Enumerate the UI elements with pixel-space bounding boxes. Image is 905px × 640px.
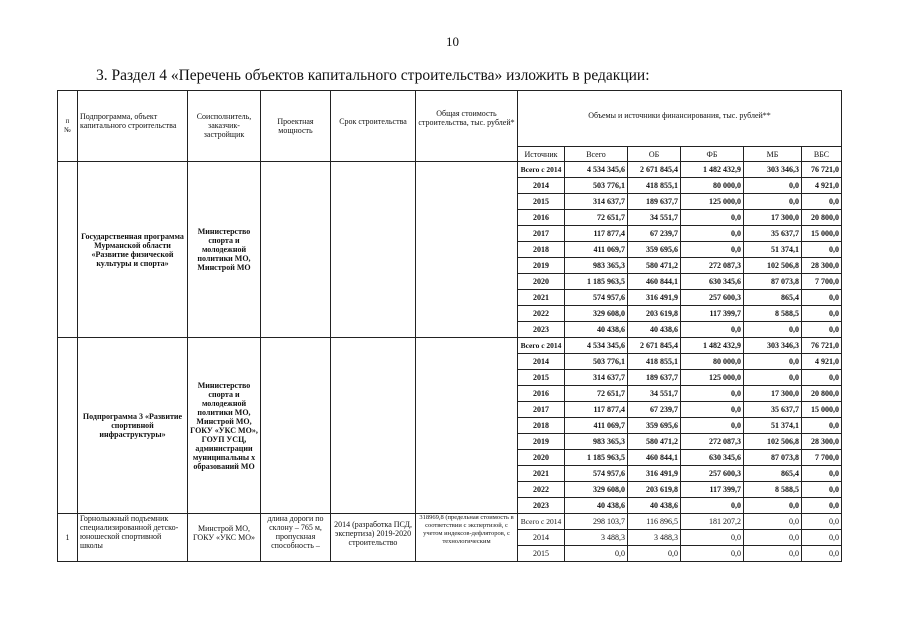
source-cell: 2021 xyxy=(518,466,565,482)
group-term-cell xyxy=(331,162,416,338)
object-name-cell: Горнолыжный подъемник специализированной детско-юношеской спортивной школы xyxy=(78,514,188,562)
value-cell: 67 239,7 xyxy=(628,226,681,242)
value-cell: 51 374,1 xyxy=(744,418,802,434)
value-cell: 272 087,3 xyxy=(681,434,744,450)
value-cell: 418 855,1 xyxy=(628,178,681,194)
value-cell: 0,0 xyxy=(802,322,842,338)
value-cell: 574 957,6 xyxy=(565,466,628,482)
value-cell: 257 600,3 xyxy=(681,290,744,306)
value-cell: 0,0 xyxy=(802,418,842,434)
value-cell: 15 000,0 xyxy=(802,226,842,242)
value-cell: 34 551,7 xyxy=(628,210,681,226)
value-cell: 0,0 xyxy=(802,482,842,498)
value-cell: 17 300,0 xyxy=(744,386,802,402)
value-cell: 72 651,7 xyxy=(565,210,628,226)
group-subprogram-cell: Подпрограмма 3 «Развитие спортивной инфраструктуры» xyxy=(78,338,188,514)
source-cell: 2016 xyxy=(518,210,565,226)
col-cost-header: Общая стоимость строительства, тыс. рублей* xyxy=(416,91,518,162)
value-cell: 7 700,0 xyxy=(802,274,842,290)
value-cell: 0,0 xyxy=(681,418,744,434)
value-cell: 0,0 xyxy=(744,194,802,210)
value-cell: 418 855,1 xyxy=(628,354,681,370)
group-cost-cell xyxy=(416,162,518,338)
value-cell: 460 844,1 xyxy=(628,274,681,290)
source-cell: 2014 xyxy=(518,354,565,370)
value-cell: 503 776,1 xyxy=(565,178,628,194)
value-cell: 117 877,4 xyxy=(565,226,628,242)
value-cell: 76 721,0 xyxy=(802,162,842,178)
source-cell: 2014 xyxy=(518,530,565,546)
object-num-cell: 1 xyxy=(58,514,78,562)
col-num-header xyxy=(58,91,78,162)
object-executor-cell: Минстрой МО, ГОКУ «УКС МО» xyxy=(188,514,261,562)
group-term-cell xyxy=(331,338,416,514)
value-cell: 865,4 xyxy=(744,290,802,306)
value-cell: 40 438,6 xyxy=(565,498,628,514)
group-subprogram-cell: Государственная программа Мурманской области «Развитие физической культуры и спорта» xyxy=(78,162,188,338)
value-cell: 0,0 xyxy=(681,322,744,338)
value-cell: 125 000,0 xyxy=(681,194,744,210)
value-cell: 630 345,6 xyxy=(681,450,744,466)
value-cell: 298 103,7 xyxy=(565,514,628,530)
value-cell: 983 365,3 xyxy=(565,434,628,450)
value-cell: 0,0 xyxy=(744,354,802,370)
source-cell: 2018 xyxy=(518,418,565,434)
value-cell: 0,0 xyxy=(681,386,744,402)
value-cell: 359 695,6 xyxy=(628,418,681,434)
value-cell: 0,0 xyxy=(802,242,842,258)
value-cell: 0,0 xyxy=(802,194,842,210)
source-cell: 2018 xyxy=(518,242,565,258)
value-cell: 4 534 345,6 xyxy=(565,162,628,178)
value-cell: 411 069,7 xyxy=(565,418,628,434)
value-cell: 0,0 xyxy=(744,178,802,194)
value-cell: 460 844,1 xyxy=(628,450,681,466)
object-cost-cell: 318969,8 (предельная стоимость в соответствии с экспертизой, с учетом индексов-дефляторов, с технологическим xyxy=(416,514,518,562)
col-executor-header: Соисполнитель, заказчик-застройщик xyxy=(188,91,261,162)
source-cell: 2020 xyxy=(518,450,565,466)
value-cell: 20 800,0 xyxy=(802,210,842,226)
value-cell: 4 921,0 xyxy=(802,354,842,370)
source-cell: 2022 xyxy=(518,306,565,322)
value-cell: 329 608,0 xyxy=(565,306,628,322)
col-num-header-label: № xyxy=(64,126,71,134)
value-cell: 0,0 xyxy=(681,546,744,562)
value-cell: 983 365,3 xyxy=(565,258,628,274)
value-cell: 0,0 xyxy=(802,498,842,514)
value-cell: 272 087,3 xyxy=(681,258,744,274)
table-row xyxy=(58,338,842,354)
value-cell: 67 239,7 xyxy=(628,402,681,418)
value-cell: 257 600,3 xyxy=(681,466,744,482)
value-cell: 0,0 xyxy=(744,514,802,530)
value-cell: 203 619,8 xyxy=(628,482,681,498)
value-cell: 574 957,6 xyxy=(565,290,628,306)
value-cell: 72 651,7 xyxy=(565,386,628,402)
object-term-cell: 2014 (разработка ПСД, экспертиза) 2019-2020 строительство xyxy=(331,514,416,562)
value-cell: 40 438,6 xyxy=(565,322,628,338)
value-cell: 28 300,0 xyxy=(802,434,842,450)
value-cell: 7 700,0 xyxy=(802,450,842,466)
col-num-header-top: п xyxy=(65,117,70,125)
value-cell: 117 399,7 xyxy=(681,482,744,498)
value-cell: 0,0 xyxy=(744,322,802,338)
source-cell: 2023 xyxy=(518,322,565,338)
value-cell: 189 637,7 xyxy=(628,194,681,210)
value-cell: 0,0 xyxy=(681,498,744,514)
value-cell: 580 471,2 xyxy=(628,258,681,274)
value-cell: 630 345,6 xyxy=(681,274,744,290)
value-cell: 0,0 xyxy=(802,530,842,546)
value-cell: 203 619,8 xyxy=(628,306,681,322)
value-cell: 0,0 xyxy=(744,530,802,546)
value-cell: 117 399,7 xyxy=(681,306,744,322)
value-cell: 1 185 963,5 xyxy=(565,450,628,466)
value-cell: 0,0 xyxy=(681,242,744,258)
value-cell: 0,0 xyxy=(802,290,842,306)
object-capacity-cell: длина дороги по склону – 765 м, пропускная способность – xyxy=(261,514,331,562)
value-cell: 102 506,8 xyxy=(744,258,802,274)
value-cell: 189 637,7 xyxy=(628,370,681,386)
value-cell: 0,0 xyxy=(802,546,842,562)
value-cell: 314 637,7 xyxy=(565,194,628,210)
value-cell: 117 877,4 xyxy=(565,402,628,418)
value-cell: 303 346,3 xyxy=(744,338,802,354)
source-cell: Всего с 2014 xyxy=(518,162,565,178)
group-capacity-cell xyxy=(261,162,331,338)
capital-construction-table xyxy=(57,90,842,562)
value-cell: 87 073,8 xyxy=(744,274,802,290)
value-cell: 0,0 xyxy=(628,546,681,562)
group-executor-cell: Министерство спорта и молодежной политики МО, Минстрой МО, ГОКУ «УКС МО», ГОУП УСЦ, администрации муниципальны х образований МО xyxy=(188,338,261,514)
value-cell: 181 207,2 xyxy=(681,514,744,530)
col-capacity-header: Проектная мощность xyxy=(261,91,331,162)
value-cell: 359 695,6 xyxy=(628,242,681,258)
value-cell: 17 300,0 xyxy=(744,210,802,226)
value-cell: 580 471,2 xyxy=(628,434,681,450)
source-cell: 2014 xyxy=(518,178,565,194)
value-cell: 76 721,0 xyxy=(802,338,842,354)
source-cell: Всего с 2014 xyxy=(518,514,565,530)
value-cell: 125 000,0 xyxy=(681,370,744,386)
value-cell: 8 588,5 xyxy=(744,306,802,322)
value-cell: 329 608,0 xyxy=(565,482,628,498)
value-cell: 0,0 xyxy=(681,402,744,418)
source-cell: 2015 xyxy=(518,546,565,562)
col-funding-header: Объемы и источники финансирования, тыс. рублей** xyxy=(518,91,842,147)
source-cell: 2015 xyxy=(518,370,565,386)
col-mb-header: МБ xyxy=(744,147,802,162)
value-cell: 80 000,0 xyxy=(681,354,744,370)
source-cell: 2019 xyxy=(518,434,565,450)
value-cell: 0,0 xyxy=(802,514,842,530)
value-cell: 303 346,3 xyxy=(744,162,802,178)
page-number: 10 xyxy=(446,34,459,49)
source-cell: 2015 xyxy=(518,194,565,210)
value-cell: 3 488,3 xyxy=(565,530,628,546)
value-cell: 40 438,6 xyxy=(628,322,681,338)
value-cell: 51 374,1 xyxy=(744,242,802,258)
value-cell: 28 300,0 xyxy=(802,258,842,274)
source-cell: 2023 xyxy=(518,498,565,514)
value-cell: 87 073,8 xyxy=(744,450,802,466)
value-cell: 3 488,3 xyxy=(628,530,681,546)
group-cost-cell xyxy=(416,338,518,514)
value-cell: 34 551,7 xyxy=(628,386,681,402)
value-cell: 2 671 845,4 xyxy=(628,162,681,178)
source-cell: 2020 xyxy=(518,274,565,290)
value-cell: 80 000,0 xyxy=(681,178,744,194)
col-vbs-header: ВБС xyxy=(802,147,842,162)
source-cell: 2017 xyxy=(518,402,565,418)
value-cell: 0,0 xyxy=(802,306,842,322)
value-cell: 865,4 xyxy=(744,466,802,482)
value-cell: 116 896,5 xyxy=(628,514,681,530)
value-cell: 316 491,9 xyxy=(628,290,681,306)
source-cell: 2022 xyxy=(518,482,565,498)
source-cell: 2019 xyxy=(518,258,565,274)
value-cell: 4 534 345,6 xyxy=(565,338,628,354)
value-cell: 102 506,8 xyxy=(744,434,802,450)
value-cell: 503 776,1 xyxy=(565,354,628,370)
value-cell: 0,0 xyxy=(681,210,744,226)
value-cell: 1 482 432,9 xyxy=(681,338,744,354)
header-row xyxy=(58,91,842,147)
value-cell: 35 637,7 xyxy=(744,402,802,418)
source-cell: 2016 xyxy=(518,386,565,402)
value-cell: 40 438,6 xyxy=(628,498,681,514)
col-source-header: Источник xyxy=(518,147,565,162)
value-cell: 15 000,0 xyxy=(802,402,842,418)
table-row xyxy=(58,514,842,530)
col-subprogram-header: Подпрограмма, объект капитального строительства xyxy=(78,91,188,162)
value-cell: 316 491,9 xyxy=(628,466,681,482)
group-num-cell xyxy=(58,338,78,514)
value-cell: 0,0 xyxy=(744,546,802,562)
col-term-header: Срок строительства xyxy=(331,91,416,162)
value-cell: 35 637,7 xyxy=(744,226,802,242)
value-cell: 0,0 xyxy=(565,546,628,562)
value-cell: 0,0 xyxy=(802,466,842,482)
group-num-cell xyxy=(58,162,78,338)
col-fb-header: ФБ xyxy=(681,147,744,162)
col-total-header: Всего xyxy=(565,147,628,162)
col-ob-header: ОБ xyxy=(628,147,681,162)
value-cell: 0,0 xyxy=(802,370,842,386)
value-cell: 0,0 xyxy=(744,370,802,386)
group-executor-cell: Министерство спорта и молодежной политики МО, Минстрой МО xyxy=(188,162,261,338)
value-cell: 0,0 xyxy=(744,498,802,514)
value-cell: 1 482 432,9 xyxy=(681,162,744,178)
value-cell: 0,0 xyxy=(681,530,744,546)
group-capacity-cell xyxy=(261,338,331,514)
section-heading: 3. Раздел 4 «Перечень объектов капитального строительства» изложить в редакции: xyxy=(96,67,650,84)
source-cell: Всего с 2014 xyxy=(518,338,565,354)
value-cell: 4 921,0 xyxy=(802,178,842,194)
table-row xyxy=(58,162,842,178)
value-cell: 411 069,7 xyxy=(565,242,628,258)
value-cell: 2 671 845,4 xyxy=(628,338,681,354)
value-cell: 0,0 xyxy=(681,226,744,242)
value-cell: 8 588,5 xyxy=(744,482,802,498)
value-cell: 1 185 963,5 xyxy=(565,274,628,290)
source-cell: 2021 xyxy=(518,290,565,306)
value-cell: 314 637,7 xyxy=(565,370,628,386)
source-cell: 2017 xyxy=(518,226,565,242)
value-cell: 20 800,0 xyxy=(802,386,842,402)
